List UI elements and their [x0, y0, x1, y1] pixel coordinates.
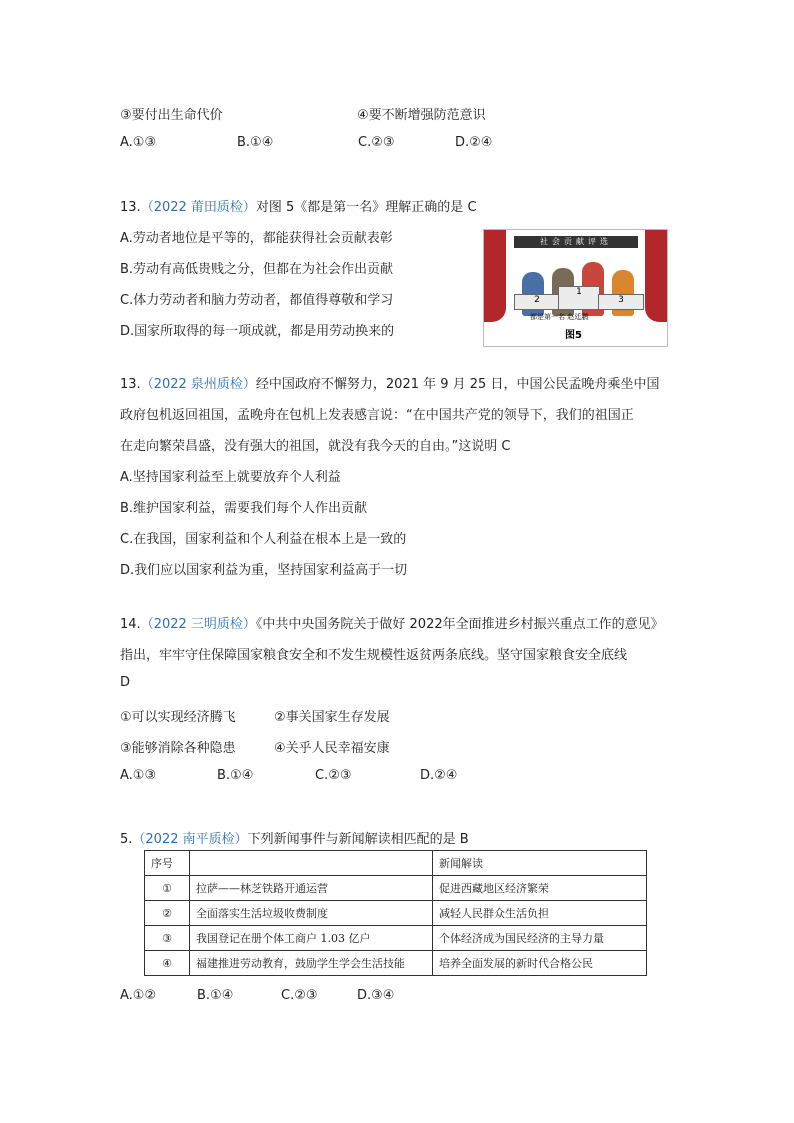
question-stem: 下列新闻事件与新闻解读相匹配的是 B: [247, 832, 469, 847]
question-number: 14.: [120, 617, 141, 632]
row-interpretation: 减轻人民群众生活负担: [433, 901, 647, 926]
question-number: 5.: [120, 832, 133, 847]
header-index: 序号: [145, 851, 190, 876]
question-source: （2022 莆田质检）: [140, 200, 256, 215]
q13b-option-a: A.坚持国家利益至上就要放弃个人利益: [120, 470, 341, 485]
row-interpretation: 促进西藏地区经济繁荣: [433, 876, 647, 901]
table-header-row: [145, 851, 647, 876]
row-index: ①: [145, 876, 190, 901]
q14-item-4: ④关乎人民幸福安康: [274, 741, 390, 756]
q12-choice-b: B.①④: [237, 135, 274, 150]
table-row: [145, 901, 647, 926]
table-row: [145, 951, 647, 976]
question-stem: 对图 5《都是第一名》理解正确的是 C: [255, 200, 477, 215]
q14-item-1: ①可以实现经济腾飞: [120, 710, 236, 725]
question-source: （2022 三明质检）: [140, 617, 256, 632]
q14-line-1: [120, 613, 664, 632]
row-interpretation: 个体经济成为国民经济的主导力量: [433, 926, 647, 951]
q13a-option-c: C.体力劳动者和脑力劳动者，都值得尊敬和学习: [120, 293, 394, 308]
curtain-left: [484, 230, 506, 322]
q13b-option-d: D.我们应以国家利益为重，坚持国家利益高于一切: [120, 563, 408, 578]
q13b-line-3: 在走向繁荣昌盛，没有强大的祖国，就没有我今天的自由。”这说明 C: [120, 439, 511, 454]
q13b-line-1: [120, 373, 659, 392]
q14-answer: D: [120, 675, 131, 690]
row-event: 全面落实生活垃圾收费制度: [190, 901, 433, 926]
question-number: 13.: [120, 200, 141, 215]
header-interpretation: 新闻解读: [433, 851, 647, 876]
podium-right: 3: [598, 294, 644, 310]
row-index: ③: [145, 926, 190, 951]
q13b-option-b: B.维护国家利益，需要我们每个人作出贡献: [120, 501, 368, 516]
figure-label: 图5: [565, 330, 582, 341]
table-row: [145, 876, 647, 901]
row-event: 我国登记在册个体工商户 1.03 亿户: [190, 926, 433, 951]
q13b-option-c: C.在我国，国家利益和个人利益在根本上是一致的: [120, 532, 407, 547]
table-row: [145, 926, 647, 951]
q5-choice-d: D.③④: [357, 988, 395, 1003]
q13a-option-a: A.劳动者地位是平等的，都能获得社会贡献表彰: [120, 231, 393, 246]
header-event: [190, 851, 433, 876]
row-event: 拉萨——林芝铁路开通运营: [190, 876, 433, 901]
q13a-question: [120, 196, 477, 215]
figure-caption: 都是第一名 赵廷鹏: [530, 313, 589, 321]
podium-left: 2: [514, 294, 560, 310]
q14-item-3: ③能够消除各种隐患: [120, 741, 236, 756]
row-interpretation: 培养全面发展的新时代合格公民: [433, 951, 647, 976]
podium-center: 1: [558, 286, 600, 310]
q5-choice-a: A.①②: [120, 988, 157, 1003]
news-table: [144, 850, 647, 976]
question-number: 13.: [120, 377, 141, 392]
q14-choice-c: C.②③: [315, 768, 352, 783]
q13a-option-b: B.劳动有高低贵贱之分，但都在为社会作出贡献: [120, 262, 394, 277]
q5-question: [120, 828, 469, 847]
q12-option-3: ③要付出生命代价: [120, 108, 223, 123]
curtain-right: [645, 230, 667, 322]
q5-choice-b: B.①④: [197, 988, 234, 1003]
q14-choice-a: A.①③: [120, 768, 157, 783]
question-source: （2022 泉州质检）: [140, 377, 256, 392]
question-text: 经中国政府不懈努力，2021 年 9 月 25 日，中国公民孟晚舟乘坐中国: [255, 377, 660, 392]
question-text: 《中共中央国务院关于做好 2022年全面推进乡村振兴重点工作的意见》: [255, 617, 664, 632]
figure-banner: 社会贡献评选: [514, 236, 638, 248]
q14-item-2: ②事关国家生存发展: [274, 710, 390, 725]
question-source: （2022 南平质检）: [132, 832, 248, 847]
row-event: 福建推进劳动教育，鼓励学生学会生活技能: [190, 951, 433, 976]
row-index: ④: [145, 951, 190, 976]
q13b-line-2: 政府包机返回祖国，孟晚舟在包机上发表感言说：“在中国共产党的领导下，我们的祖国正: [120, 408, 634, 423]
row-index: ②: [145, 901, 190, 926]
q12-choice-d: D.②④: [455, 135, 493, 150]
q12-choice-a: A.①③: [120, 135, 157, 150]
q14-choice-d: D.②④: [420, 768, 458, 783]
q14-line-2: 指出，牢牢守住保障国家粮食安全和不发生规模性返贫两条底线。坚守国家粮食安全底线: [120, 648, 628, 663]
q13a-option-d: D.国家所取得的每一项成就，都是用劳动换来的: [120, 324, 395, 339]
q12-choice-c: C.②③: [358, 135, 395, 150]
q5-choice-c: C.②③: [281, 988, 318, 1003]
q12-option-4: ④要不断增强防范意识: [357, 108, 486, 123]
q14-choice-b: B.①④: [217, 768, 254, 783]
